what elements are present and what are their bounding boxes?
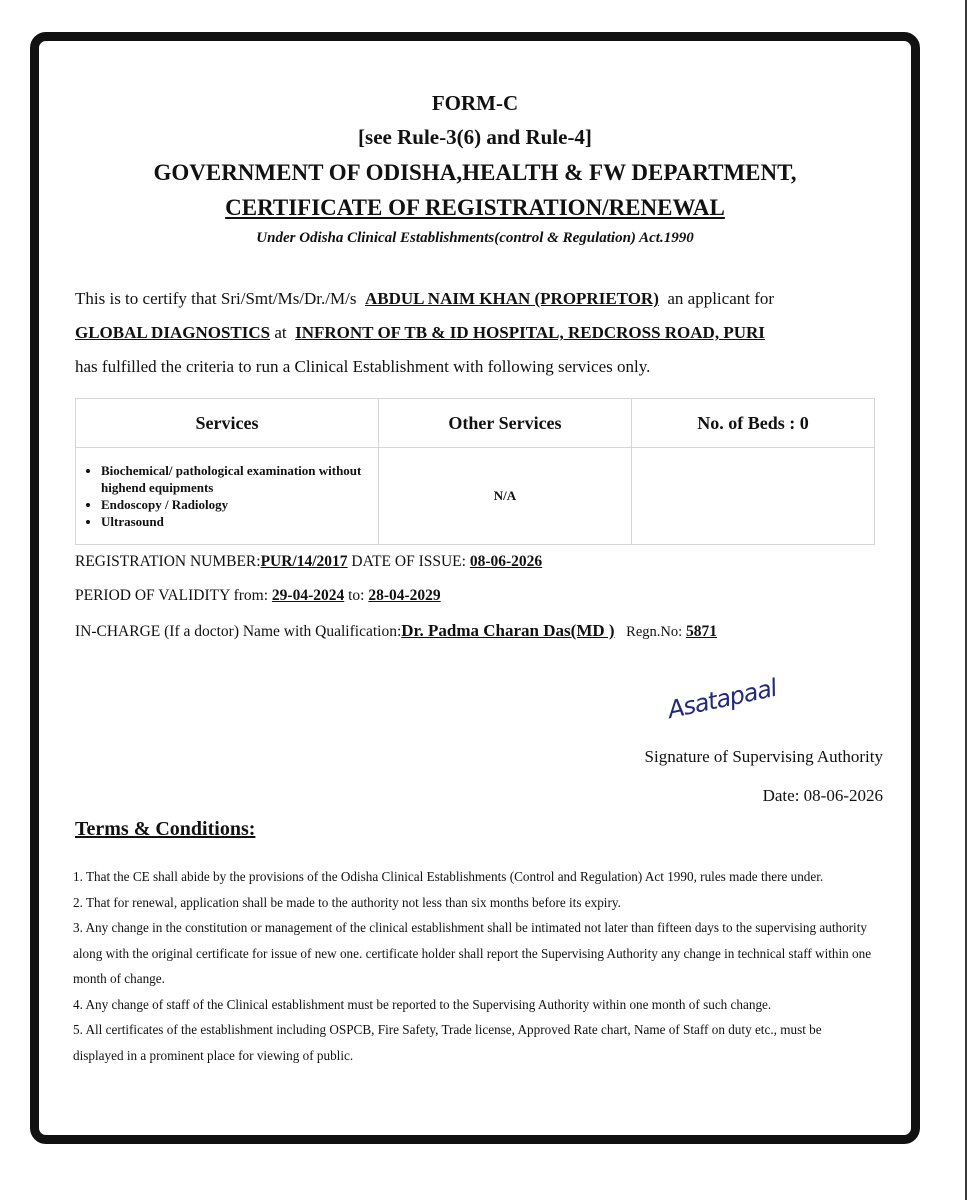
incharge-name: Dr. Padma Charan Das(MD )	[401, 621, 615, 640]
valid-to-date: 28-04-2029	[368, 587, 441, 604]
to-label: to:	[348, 587, 365, 604]
services-header-row	[76, 399, 875, 448]
services-list	[77, 462, 377, 530]
applicant-name: ABDUL NAIM KHAN (PROPRIETOR)	[364, 289, 659, 308]
other-services-cell: N/A	[379, 448, 632, 545]
certify-line-1	[75, 289, 774, 309]
at-word: at	[274, 323, 287, 342]
certify-line-3: has fulfilled the criteria to run a Clinical Establishment with following services only.	[75, 357, 651, 376]
handwritten-signature: Asatapaal	[665, 673, 779, 725]
validity-label: PERIOD OF VALIDITY from:	[75, 587, 269, 604]
terms-heading: Terms & Conditions:	[75, 818, 256, 840]
signature-label: Signature of Supervising Authority	[644, 747, 883, 766]
validity-line	[75, 587, 441, 605]
certificate-frame	[30, 32, 920, 1144]
valid-from-date: 29-04-2024	[271, 587, 345, 604]
beds-cell	[632, 448, 875, 545]
applicant-suffix: an applicant for	[667, 289, 775, 308]
issue-date: 08-06-2026	[469, 553, 543, 570]
certify-line-2	[75, 323, 765, 343]
services-cell	[76, 448, 379, 545]
terms-item-4: 4. Any change of staff of the Clinical establishment must be reported to the Supervising Authority within one month of such change.	[73, 996, 772, 1012]
other-services-header: Other Services	[379, 399, 632, 448]
services-table	[75, 398, 875, 545]
services-row	[76, 448, 875, 545]
list-item: • Biochemical/ pathological examination without highend equipments	[101, 462, 377, 496]
issue-date-label: DATE OF ISSUE:	[351, 553, 466, 570]
rule-reference: [see Rule-3(6) and Rule-4]	[358, 125, 592, 149]
registration-number: PUR/14/2017	[260, 553, 348, 570]
beds-header: No. of Beds : 0	[632, 399, 875, 448]
terms-item-3: 3. Any change in the constitution or management of the clinical establishment shall be intimated not later than fifteen days to the supervising authority along with the original certificate for issue of new one. certificate holder shall report the Supervising Authority any change in technical staff within one month of change.	[73, 920, 872, 986]
registration-line	[75, 553, 542, 571]
services-header: Services	[76, 399, 379, 448]
terms-list	[73, 864, 873, 1068]
list-item: • Ultrasound	[101, 513, 377, 530]
terms-item-5: 5. All certificates of the establishment including OSPCB, Fire Safety, Trade license, Approved Rate chart, Name of Staff on duty etc., must be displayed in a prominent place for viewing of public.	[73, 1022, 822, 1063]
establishment-name: GLOBAL DIAGNOSTICS	[75, 323, 271, 342]
certificate-heading: CERTIFICATE OF REGISTRATION/RENEWAL	[225, 195, 725, 220]
act-subtitle: Under Odisha Clinical Establishments(control & Regulation) Act.1990	[256, 230, 694, 246]
regn-number: 5871	[686, 623, 718, 640]
scan-edge-line	[965, 0, 967, 1200]
incharge-label: IN-CHARGE (If a doctor) Name with Qualification:	[75, 623, 402, 640]
signature-date: Date: 08-06-2026	[762, 786, 883, 805]
form-title: FORM-C	[431, 91, 519, 115]
terms-item-2: 2. That for renewal, application shall be made to the authority not less than six months before its expiry.	[73, 894, 621, 910]
certify-prefix: This is to certify that Sri/Smt/Ms/Dr./M/s	[75, 289, 357, 308]
establishment-address: INFRONT OF TB & ID HOSPITAL, REDCROSS ROAD, PURI	[295, 323, 765, 342]
regn-label: Regn.No:	[626, 624, 683, 640]
terms-item-1: 1. That the CE shall abide by the provisions of the Odisha Clinical Establishments (Control and Regulation) Act 1990, rules made there under.	[73, 869, 824, 884]
list-item: • Endoscopy / Radiology	[101, 496, 377, 513]
incharge-line	[75, 621, 717, 641]
registration-number-label: REGISTRATION NUMBER:	[75, 553, 261, 570]
government-heading: GOVERNMENT OF ODISHA,HEALTH & FW DEPARTMENT,	[153, 160, 797, 185]
